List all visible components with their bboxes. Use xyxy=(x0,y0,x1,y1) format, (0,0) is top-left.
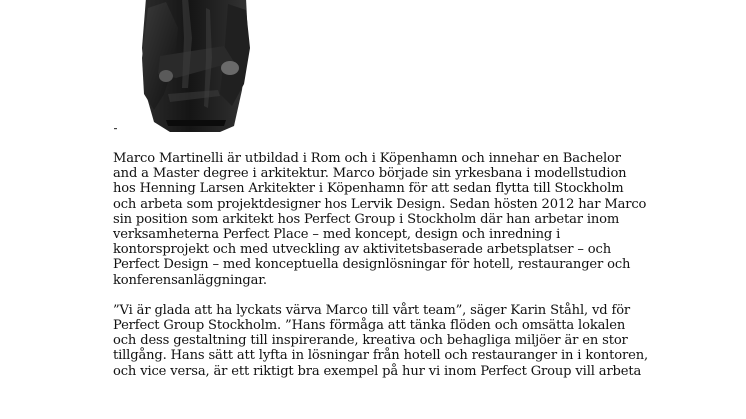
article-body xyxy=(113,151,653,379)
text-line: ”Vi är glada att ha lyckats värva Marco till vårt team”, säger Karin Ståhl, vd för xyxy=(113,302,631,318)
text-line: Perfect Group Stockholm. ”Hans förmåga att tänka flöden och omsätta lokalen xyxy=(113,318,626,334)
text-line: verksamheterna Perfect Place – med koncept, design och inredning i xyxy=(113,227,561,243)
paragraph-2 xyxy=(113,303,653,379)
text-line: sin position som arkitekt hos Perfect Group i Stockholm där han arbetar inom xyxy=(113,211,620,227)
text-line: Perfect Design – med konceptuella designlösningar för hotell, restauranger och xyxy=(113,257,631,273)
text-line: konferensanläggningar. xyxy=(113,272,267,288)
text-line: hos Henning Larsen Arkitekter i Köpenhamn för att sedan flytta till Stockholm xyxy=(113,181,624,197)
text-line: tillgång. Hans sätt att lyfta in lösningar från hotell och restauranger in i kontoren, xyxy=(113,348,648,364)
paragraph-1 xyxy=(113,151,653,288)
text-line: Marco Martinelli är utbildad i Rom och i Köpenhamn och innehar en Bachelor xyxy=(113,151,621,166)
text-line: och dess gestaltning till inspirerande, kreativa och behagliga miljöer är en stor xyxy=(113,333,628,349)
portrait-photo xyxy=(108,0,268,135)
text-line: och vice versa, är ett riktigt bra exempel på hur vi inom Perfect Group vill arbeta xyxy=(113,363,642,379)
paragraph-spacer xyxy=(113,288,653,303)
text-line: och arbeta som projektdesigner hos Lervik Design. Sedan hösten 2012 har Marco xyxy=(113,196,647,212)
text-line: and a Master degree i arkitektur. Marco började sin yrkesbana i modellstudion xyxy=(113,166,627,182)
portrait-photo-icon xyxy=(108,0,268,135)
text-line: kontorsprojekt och med utveckling av aktivitetsbaserade arbetsplatser – och xyxy=(113,242,612,258)
